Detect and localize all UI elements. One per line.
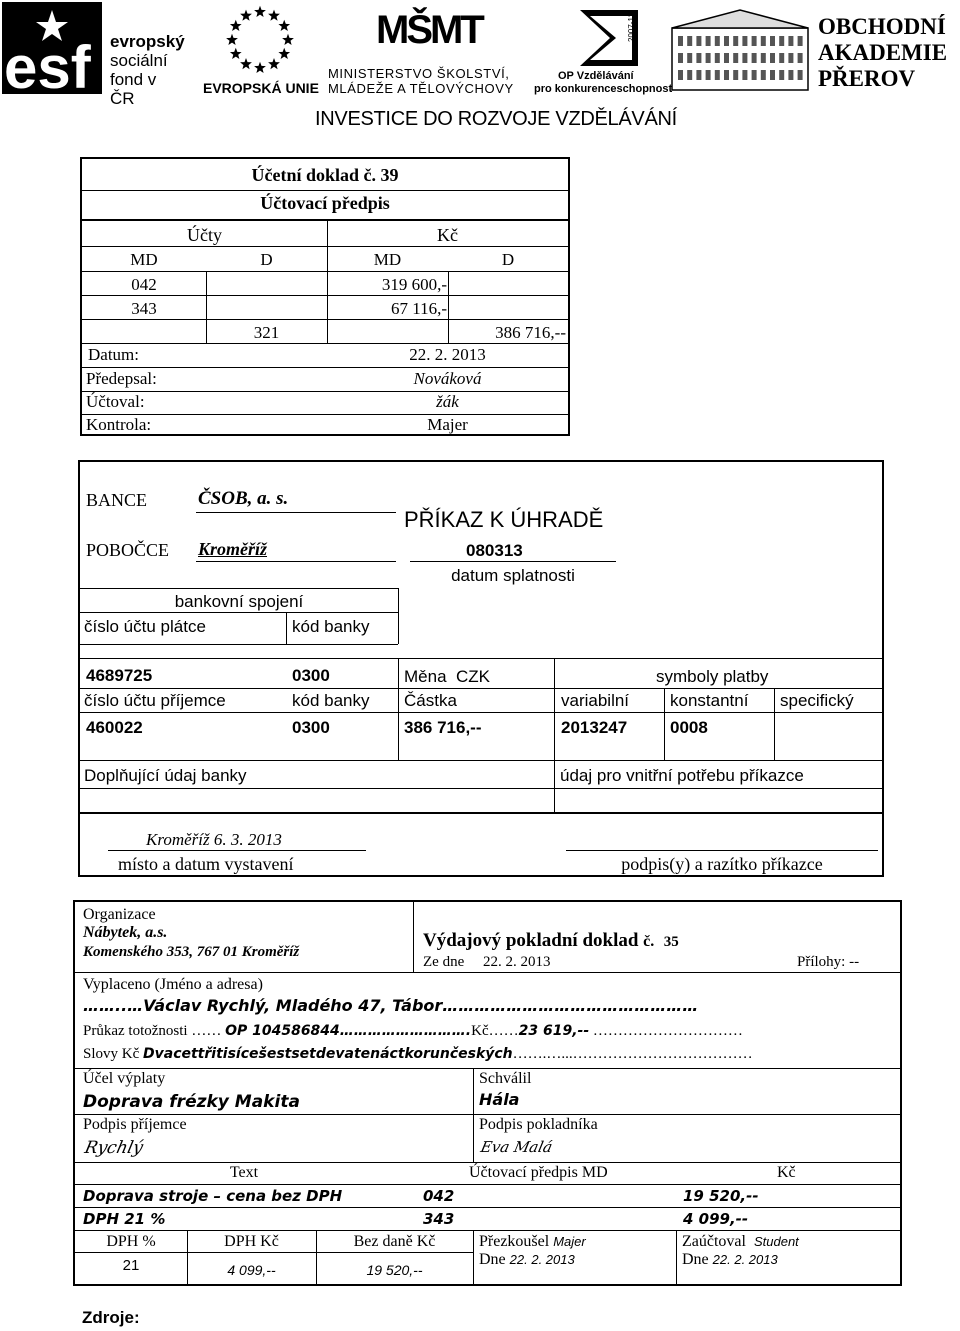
doplnujici-label: Doplňující údaj banky (84, 766, 247, 785)
eu-star-icon (240, 10, 252, 21)
kc-value: 23 619,-- (518, 1023, 590, 1039)
window-icon (779, 70, 784, 80)
msmt-line-2: MLÁDEŽE A TĚLOVÝCHOVY (328, 81, 514, 96)
prezkousel-value: Majer (553, 1234, 586, 1249)
window-icon (742, 70, 747, 80)
ucel-label: Účel výplaty (83, 1070, 166, 1087)
vyplaceno-value: ……..…Václav Rychlý, Mladého 47, Tábor………………………………………… (83, 996, 699, 1015)
window-icon (696, 70, 701, 80)
window-icon (770, 53, 775, 63)
school-line-3: PŘEROV (818, 66, 916, 91)
esf-brand-text: esf (4, 34, 91, 98)
row3-kc-d: 386 716,-- (495, 323, 566, 342)
head-md-1: MD (130, 250, 158, 269)
op-shape-icon (550, 8, 640, 68)
esf-line-1: evropský (110, 32, 185, 51)
schvalil-value: Hála (479, 1090, 520, 1109)
kontrola-value: Majer (427, 415, 468, 434)
eu-star-icon (230, 20, 242, 31)
bance-label: BANCE (86, 490, 148, 510)
esf-logo (2, 2, 185, 108)
msmt-text (328, 66, 514, 96)
zauctoval-dne-label: Dne (682, 1251, 709, 1268)
specificky-label: specifický (780, 691, 854, 710)
variabilni-label: variabilní (561, 691, 630, 710)
zauctoval (682, 1233, 799, 1251)
op-line-1: OP Vzdělávání (558, 70, 634, 82)
kod-banky-label: kód banky (292, 617, 370, 636)
vpd-title (423, 930, 679, 952)
podpis-pokladnika-signature: Eva Malá (479, 1138, 555, 1156)
window-icon (798, 36, 803, 46)
symboly-platby: symboly platby (656, 667, 769, 686)
window-icon (706, 53, 711, 63)
prukaz-row (83, 1023, 743, 1040)
ze-dne-value: 22. 2. 2013 (482, 954, 551, 970)
window-icon (752, 70, 757, 80)
podpis-prijemce-signature: Rychlý (82, 1138, 145, 1158)
misto-datum-value: Kroměříž 6. 3. 2013 (146, 830, 282, 849)
uctoval-value: žák (436, 392, 459, 411)
ze-dne-label: Ze dne (423, 954, 465, 970)
window-icon (788, 70, 793, 80)
slovy-label: Slovy Kč (83, 1046, 140, 1062)
kod-banky-label-2: kód banky (292, 691, 370, 710)
window-icon (788, 53, 793, 63)
vydajovy-pokladni-doklad-box (73, 900, 902, 1286)
window-icon (687, 36, 692, 46)
podpis-prijemce-label: Podpis příjemce (83, 1116, 187, 1133)
vpd-c-label: č. (643, 933, 655, 950)
ucet-prijemce-label: číslo účtu příjemce (84, 691, 226, 710)
window-icon (715, 70, 720, 80)
kc-label: Kč…… (471, 1023, 519, 1039)
eu-star-icon (268, 58, 280, 69)
row2-kc-md: 67 116,- (390, 299, 447, 318)
slovy-value: Dvacettřitisícešestsetdevatenáctkorunčeských (143, 1046, 513, 1062)
msmt-logo (328, 4, 520, 98)
castka-label: Částka (404, 691, 457, 710)
org-label: Organizace (83, 906, 156, 923)
row1-text: Doprava stroje – cena bez DPH (83, 1187, 343, 1205)
row2-text: DPH 21 % (83, 1210, 166, 1228)
th-text: Text (229, 1164, 259, 1181)
eu-star-icon (230, 48, 242, 59)
uctoval-label: Účtoval: (86, 392, 145, 411)
window-icon (733, 36, 738, 46)
eu-label: EVROPSKÁ UNIE (203, 80, 319, 96)
prukaz-label: Průkaz totožnosti …… (83, 1023, 222, 1039)
window-icon (761, 36, 766, 46)
col-ucty: Účty (187, 225, 222, 245)
prikaz-title: PŘÍKAZ K ÚHRADĚ (404, 507, 604, 532)
eu-star-icon (254, 62, 266, 73)
zdroje-label: Zdroje: (82, 1308, 140, 1327)
zauctoval-value: Student (753, 1234, 799, 1249)
row1-kc: 19 520,-- (683, 1187, 759, 1205)
slovy-row (83, 1046, 753, 1063)
slovy-dots: …….…...……………………………… (512, 1046, 753, 1062)
pobocce-value: Kroměříž (198, 539, 268, 559)
window-icon (706, 70, 711, 80)
row2-kc: 4 099,-- (683, 1210, 749, 1228)
pobocce-label: POBOČCE (86, 540, 170, 560)
window-icon (742, 53, 747, 63)
org-address: Komenského 353, 767 01 Kroměříž (83, 944, 300, 960)
eu-star-icon (226, 34, 238, 45)
window-icon (715, 36, 720, 46)
doklad-subtitle: Účtovací předpis (260, 193, 390, 213)
th-dph-pct: DPH % (106, 1233, 156, 1250)
schvalil-label: Schválil (479, 1070, 532, 1087)
window-icon (742, 36, 747, 46)
school-line-1: OBCHODNÍ (818, 14, 946, 39)
esf-line-2: sociální (110, 51, 168, 70)
school-name (818, 14, 958, 92)
investice-banner: INVESTICE DO ROZVOJE VZDĚLÁVÁNÍ (315, 108, 677, 130)
ze-dne (423, 954, 550, 971)
eu-star-icon (254, 6, 266, 17)
window-icon (678, 53, 683, 63)
window-icon (687, 70, 692, 80)
kod-banky-prijemce-value: 0300 (292, 718, 330, 737)
window-icon (687, 53, 692, 63)
variabilni-value: 2013247 (561, 718, 628, 737)
window-icon (724, 36, 729, 46)
op-year: 2007-13 (627, 12, 636, 42)
ucet-prijemce-value: 460022 (86, 718, 143, 737)
op-logo (530, 8, 673, 98)
window-icon (678, 36, 683, 46)
castka-value: 386 716,-- (404, 718, 482, 737)
window-icon (788, 36, 793, 46)
podpis-prikazce-label: podpis(y) a razítko příkazce (621, 854, 823, 874)
vpd-title-text: Výdajový pokladní doklad (423, 930, 639, 951)
th-predpis: Účtovací předpis MD (469, 1164, 608, 1181)
datum-value: 22. 2. 2013 (409, 345, 486, 364)
splatnost-label: datum splatnosti (451, 566, 575, 585)
zauctoval-dne (682, 1251, 778, 1269)
school-line-2: AKADEMIE (818, 40, 948, 65)
eu-stars-icon (205, 4, 315, 76)
window-icon (770, 70, 775, 80)
row2-md: 343 (131, 299, 157, 318)
predepsal-value: Nováková (413, 369, 482, 388)
zauctoval-label: Zaúčtoval (682, 1233, 746, 1250)
prukaz-value: OP 104586844………………………. (225, 1023, 472, 1039)
eu-star-icon (268, 10, 280, 21)
dph-pct-value: 21 (122, 1257, 140, 1274)
eu-flag-logo (203, 4, 319, 98)
window-icon (724, 53, 729, 63)
window-icon (752, 53, 757, 63)
th-bez-dane: Bez daně Kč (353, 1233, 436, 1250)
window-icon (733, 70, 738, 80)
bez-dane-value: 19 520,-- (366, 1262, 423, 1278)
ucet-platce-label: číslo účtu plátce (84, 617, 206, 636)
window-icon (798, 53, 803, 63)
org-name: Nábytek, a.s. (83, 924, 168, 941)
eu-star-icon (278, 48, 290, 59)
eu-star-icon (240, 58, 252, 69)
eu-star-icon (282, 34, 294, 45)
prilohy: Přílohy: -- (797, 954, 860, 970)
op-line-2: pro konkurenceschopnost (534, 83, 673, 95)
prezkousel-dne (479, 1251, 575, 1269)
eu-star-icon (278, 20, 290, 31)
podpis-pokladnika-label: Podpis pokladníka (479, 1116, 598, 1133)
window-icon (724, 70, 729, 80)
th-dph-kc: DPH Kč (224, 1233, 279, 1250)
datum-label: Datum: (88, 345, 139, 364)
mena-label-text: Měna (404, 667, 447, 686)
row1-kc-md: 319 600,- (381, 275, 447, 294)
window-icon (761, 53, 766, 63)
vyplaceno-label: Vyplaceno (Jméno a adresa) (83, 976, 263, 993)
window-icon (696, 53, 701, 63)
prezkousel-label: Přezkoušel (479, 1233, 550, 1250)
head-md-2: MD (373, 250, 402, 269)
op-text (534, 70, 672, 96)
predepsal-label: Předepsal: (86, 369, 157, 388)
window-icon (752, 36, 757, 46)
ucet-platce-value: 4689725 (86, 666, 153, 685)
window-icon (798, 70, 803, 80)
col-kc: Kč (437, 225, 458, 245)
window-icon (715, 53, 720, 63)
splatnost-value: 080313 (466, 541, 523, 560)
prezkousel-dne-label: Dne (479, 1251, 506, 1268)
mena-value: CZK (455, 667, 490, 686)
window-icon (696, 36, 701, 46)
ucetni-doklad-box (80, 157, 570, 436)
th-kc: Kč (777, 1164, 796, 1181)
doklad-title: Účetní doklad č. 39 (251, 165, 399, 185)
prezkousel (479, 1233, 586, 1251)
msmt-line-1: MINISTERSTVO ŠKOLSTVÍ, (328, 66, 510, 81)
row3-d: 321 (253, 323, 280, 342)
prikaz-k-uhrade-box (78, 460, 884, 877)
school-building-image (668, 6, 812, 92)
zauctoval-dne-value: 22. 2. 2013 (712, 1252, 778, 1267)
row1-md: 042 (423, 1187, 455, 1205)
misto-datum-label: místo a datum vystavení (118, 854, 294, 874)
esf-line-3: fond v ČR (110, 70, 157, 108)
kontrola-label: Kontrola: (86, 415, 152, 434)
vpd-number: 35 (663, 934, 679, 950)
row2-md: 343 (423, 1210, 455, 1228)
kc-dots: ………………………… (592, 1023, 743, 1039)
head-d-1: D (260, 250, 273, 269)
bankovni-spojeni: bankovní spojení (174, 592, 304, 611)
window-icon (678, 70, 683, 80)
window-icon (706, 36, 711, 46)
row1-md: 042 (131, 275, 157, 294)
bance-value: ČSOB, a. s. (198, 488, 289, 509)
mena-label (404, 667, 490, 686)
kod-banky-platce-value: 0300 (292, 666, 330, 685)
prezkousel-dne-value: 22. 2. 2013 (509, 1252, 575, 1267)
window-icon (779, 36, 784, 46)
window-icon (779, 53, 784, 63)
konstantni-value: 0008 (670, 718, 708, 737)
esf-text (110, 32, 185, 108)
ucel-value: Doprava frézky Makita (83, 1092, 300, 1112)
udaj-vnitrni-label: údaj pro vnitřní potřebu příkazce (560, 766, 804, 785)
window-icon (761, 70, 766, 80)
window-icon (733, 53, 738, 63)
msmt-mark: MŠMT (376, 8, 482, 52)
head-d-2: D (501, 250, 515, 269)
konstantni-label: konstantní (670, 691, 749, 710)
dph-kc-value: 4 099,-- (227, 1262, 276, 1278)
window-icon (770, 36, 775, 46)
